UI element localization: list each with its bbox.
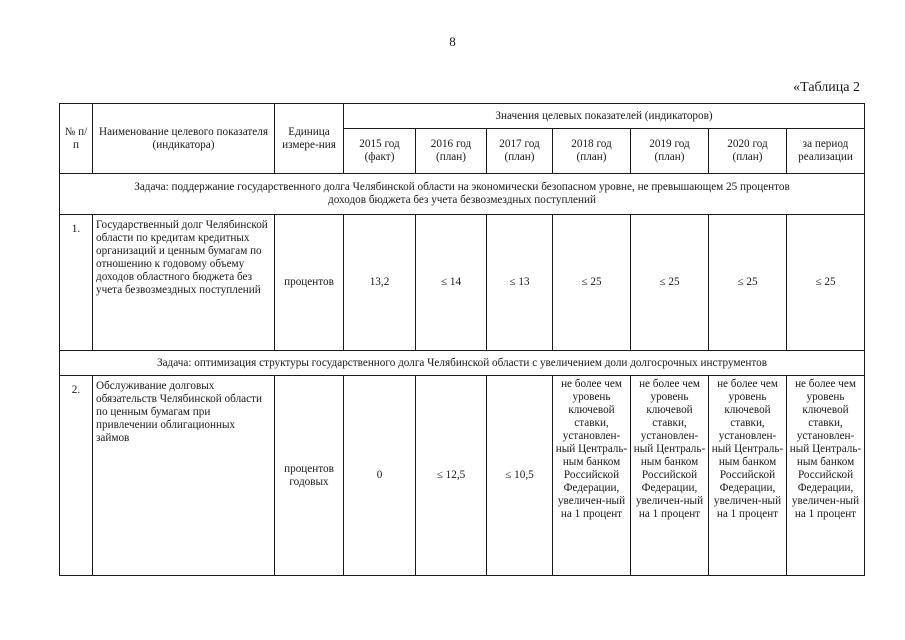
header-period: за период реализации	[787, 129, 865, 174]
row-value: 13,2	[344, 215, 416, 351]
task-title: Задача: поддержание государственного долга Челябинской области на экономически безопасном уровне, не превышающем 25 процентов доходов бюджета без учета безвозмездных поступлений	[60, 174, 865, 215]
row-num: 1.	[60, 215, 93, 351]
row-value: не более чем уровень ключевой ставки, установлен-ный Централь-ным банком Российской Федерации, увеличен-ный на 1 процент	[631, 376, 709, 576]
row-value: ≤ 13	[487, 215, 553, 351]
header-year: 2015 год (факт)	[344, 129, 416, 174]
row-value: ≤ 14	[416, 215, 487, 351]
row-indicator-name: Обслуживание долговых обязательств Челябинской области по ценным бумагам при привлечении облигационных займов	[93, 376, 275, 576]
row-indicator-name: Государственный долг Челябинской области по кредитам кредитных организаций и ценным бумагам по отношению к годовому объему доходов областного бюджета без учета безвозмездных поступлений	[93, 215, 275, 351]
row-value: ≤ 10,5	[487, 376, 553, 576]
row-value: ≤ 25	[709, 215, 787, 351]
header-year: 2020 год (план)	[709, 129, 787, 174]
header-row-1	[60, 104, 865, 129]
row-num: 2.	[60, 376, 93, 576]
indicators-table	[59, 103, 865, 576]
header-num: № п/п	[60, 104, 93, 174]
row-value: ≤ 25	[553, 215, 631, 351]
row-unit: процентов годовых	[275, 376, 344, 576]
row-value: 0	[344, 376, 416, 576]
page-number: 8	[449, 34, 456, 49]
row-value: не более чем уровень ключевой ставки, установлен-ный Централь-ным банком Российской Федерации, увеличен-ный на 1 процент	[553, 376, 631, 576]
row-value: ≤ 25	[787, 215, 865, 351]
table-caption: «Таблица 2	[793, 80, 860, 95]
header-year: 2017 год (план)	[487, 129, 553, 174]
table-row	[60, 215, 865, 351]
table-row	[60, 376, 865, 576]
header-year: 2018 год (план)	[553, 129, 631, 174]
row-value: ≤ 25	[631, 215, 709, 351]
header-year: 2016 год (план)	[416, 129, 487, 174]
row-value: ≤ 12,5	[416, 376, 487, 576]
header-unit: Единица измере-ния	[275, 104, 344, 174]
header-name: Наименование целевого показателя (индикатора)	[93, 104, 275, 174]
task-row	[60, 351, 865, 376]
header-values-group: Значения целевых показателей (индикаторов)	[344, 104, 865, 129]
header-year: 2019 год (план)	[631, 129, 709, 174]
task-title: Задача: оптимизация структуры государственного долга Челябинской области с увеличением доли долгосрочных инструментов	[60, 351, 865, 376]
row-value: не более чем уровень ключевой ставки, установлен-ный Централь-ным банком Российской Федерации, увеличен-ный на 1 процент	[787, 376, 865, 576]
row-value: не более чем уровень ключевой ставки, установлен-ный Централь-ным банком Российской Федерации, увеличен-ный на 1 процент	[709, 376, 787, 576]
row-unit: процентов	[275, 215, 344, 351]
task-row	[60, 174, 865, 215]
